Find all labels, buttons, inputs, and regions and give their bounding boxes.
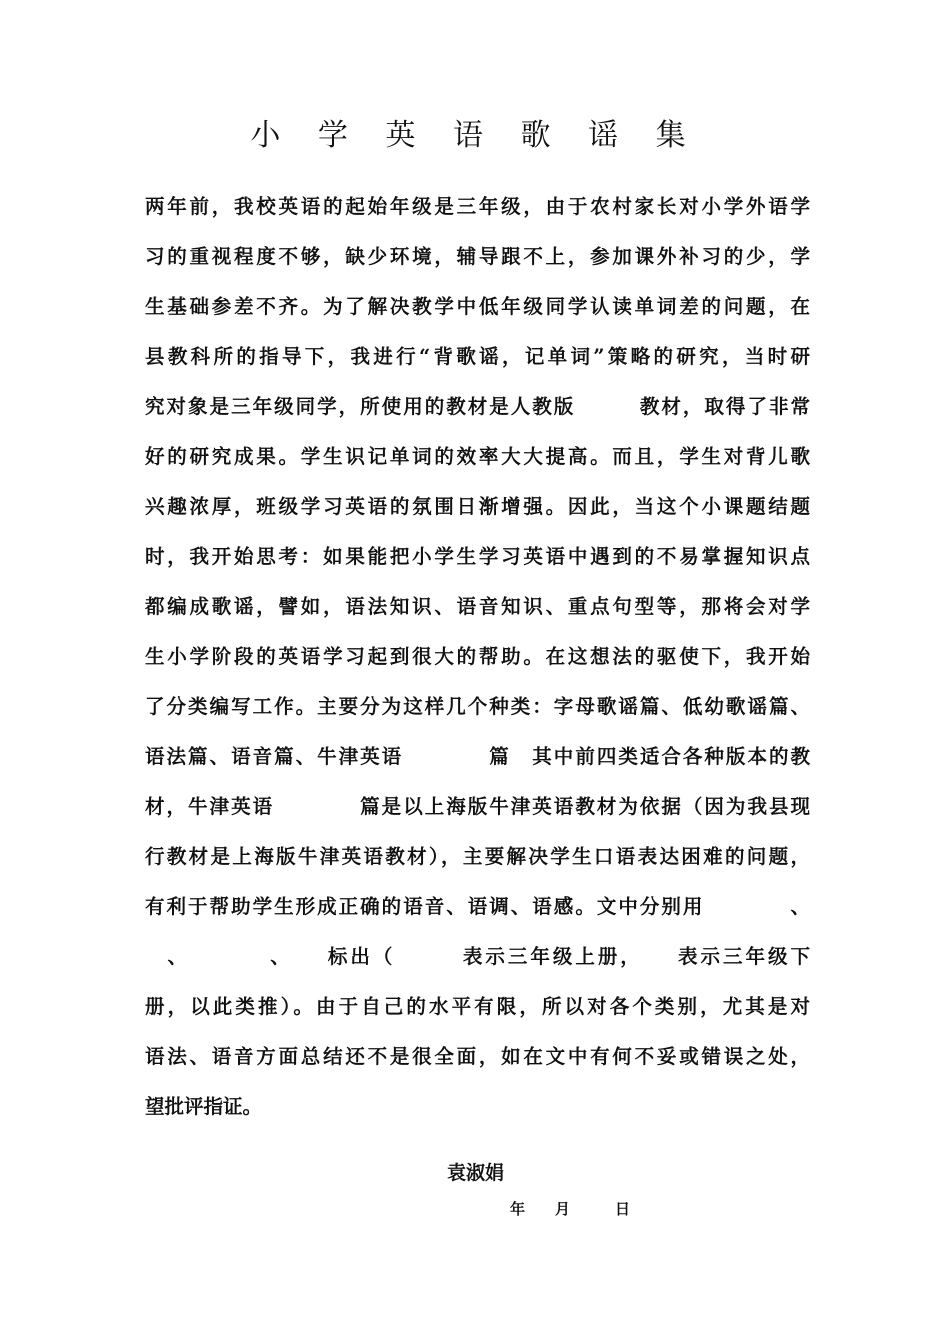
- body-line: 望批评指证。: [145, 1095, 263, 1118]
- body-line: 习的重视程度不够，缺少环境，辅导跟不上，参加课外补习的少，学: [145, 245, 810, 268]
- author-signature: 袁淑娟: [447, 1162, 505, 1184]
- body-line: 语法、语音方面总结还不是很全面，如在文中有何不妥或错误之处，: [145, 1045, 810, 1068]
- body-line: 有利于帮助学生形成正确的语音、语调、语感。文中分别用 、: [145, 895, 810, 918]
- body-line: 了分类编写工作。主要分为这样几个种类：字母歌谣篇、低幼歌谣篇、: [145, 695, 810, 718]
- body-line: 册，以此类推）。由于自己的水平有限，所以对各个类别，尤其是对: [145, 995, 810, 1018]
- body-line: 、 、 标出（ 表示三年级上册， 表示三年级下: [145, 945, 810, 968]
- document-title: 小 学 英 语 歌 谣 集: [250, 118, 700, 153]
- date-line: 年 月 日: [510, 1200, 631, 1218]
- body-line: 语法篇、语音篇、牛津英语 篇 其中前四类适合各种版本的教: [145, 745, 810, 768]
- body-line: 材，牛津英语 篇是以上海版牛津英语教材为依据（因为我县现: [145, 795, 810, 818]
- body-line: 生基础参差不齐。为了解决教学中低年级同学认读单词差的问题，在: [145, 295, 810, 318]
- body-line: 行教材是上海版牛津英语教材），主要解决学生口语表达困难的问题，: [145, 845, 810, 868]
- body-line: 兴趣浓厚，班级学习英语的氛围日渐增强。因此，当这个小课题结题: [145, 495, 810, 518]
- body-line: 两年前，我校英语的起始年级是三年级，由于农村家长对小学外语学: [145, 195, 810, 218]
- body-line: 县教科所的指导下，我进行“背歌谣，记单词”策略的研究，当时研: [145, 345, 810, 368]
- body-line: 生小学阶段的英语学习起到很大的帮助。在这想法的驱使下，我开始: [145, 645, 810, 668]
- body-line: 究对象是三年级同学，所使用的教材是人教版 教材，取得了非常: [145, 395, 810, 418]
- body-line: 好的研究成果。学生识记单词的效率大大提高。而且，学生对背儿歌: [145, 445, 810, 468]
- body-line: 都编成歌谣，譬如，语法知识、语音知识、重点句型等，那将会对学: [145, 595, 810, 618]
- body-line: 时，我开始思考：如果能把小学生学习英语中遇到的不易掌握知识点: [145, 545, 810, 568]
